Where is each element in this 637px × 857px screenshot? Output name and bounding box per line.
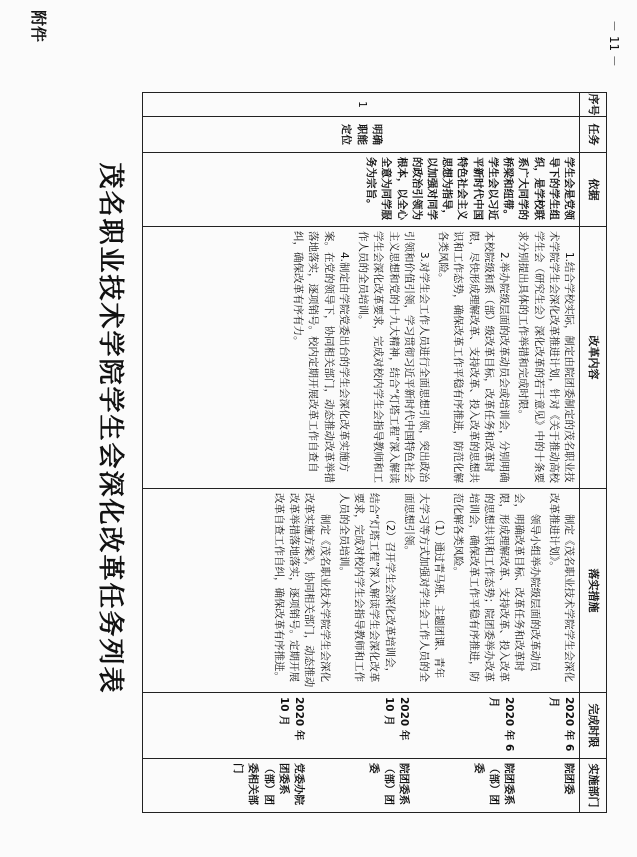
row-number: 1 [143,93,580,117]
measure-item-3b: （2）召开学生会深化改革培训会，结合“灯塔工程”深入解读学生会深化改革要求，完成对校内学生会指导教师和工作人员的全员培训。 [337,493,396,683]
basis-text: 学生会是党领导下的学生组织，是学校联系广大同学的桥梁和纽带。学生会以习近平新时代中国特色社会主义思想为指导，以加强对同学的政治引领为根本，以全心全意为同学服务为宗旨。 [143,153,580,227]
dept-2: 院团委系（部）团委 [472,763,515,805]
header-measures: 落实措施 [580,489,607,693]
document-title: 茂名职业技术学院学生会深化改革任务列表 [95,162,125,695]
header-task: 任务 [580,117,607,153]
measure-item-1: 制定《茂名职业技术学院学生会深化改革推进计划》。 [547,493,575,682]
reform-content-cell [143,227,580,489]
task-name: 明确职能定位 [143,117,580,153]
header-basis: 依据 [580,153,607,227]
reform-task-table [142,92,607,812]
deadline-cell [143,693,580,759]
header-dept: 实施部门 [580,759,607,813]
dept-1: 院团委 [563,763,575,795]
deadline-2: 2020 年 6 月 [487,697,515,752]
header-reform: 改革内容 [580,227,607,489]
table-row [143,93,580,813]
table-header-row [580,93,607,813]
header-deadline: 完成时限 [580,693,607,759]
measures-cell [143,489,580,693]
deadline-3: 2020 年 10 月 [382,697,410,741]
deadline-4: 2020 年 10 月 [277,697,305,741]
reform-item-4: 4.制定由学院党委出台的学生会深化改革实施方案。在党的领导下，协同相关部门，动态推动改革举措落地落实，逐项销号。校内定期开展改革工作自查自纠，确保改革有序有力。 [292,231,350,483]
reform-item-3: 3.对学生会工作人员进行全面思想引领，突出政治引领和价值引领，学习贯彻习近平新时代中国特色社会主义思想和党的十九大精神，结合“灯塔工程”深入解读学生会深化改革要求，完成对校内学生会指导教师和工作人员的全员培训。 [357,231,431,484]
measure-item-3a: （1）通过青马班、主题团课、青年大学习等方式加强对学生会工作人员的全面思想引领。 [402,493,446,682]
page-number: － 11 － [607,20,621,67]
deadline-1: 2020 年 6 月 [547,697,575,752]
dept-3: 院团委系（部）团委 [367,763,410,805]
measure-item-4: 制定《茂名职业技术学院学生会深化改革实施方案》，协同相关部门，动态推动改革举措落地落实，逐项销号。定期开展改革自查工作自纠，确保改革有序推进。 [273,493,331,688]
dept-4: 党委办院团委系（部）团委相关部门 [232,763,305,805]
header-no: 序号 [580,93,607,117]
reform-item-1: 1.结合学校实际，制定由院团委制定的茂名职业技术学院学生会深化改革推进计划，针对《关于推动高校学生会（研究生会）深化改革的若干意见》中的十条要求分别提出具体的工作举措和完成时限。 [517,231,575,483]
dept-cell [143,759,580,813]
attachment-label: 附件 [29,10,48,43]
measure-item-2: 领导小组举办院级层面的改革动员会，明确改革目标、改革任务和改革时限，形成理解改革、支持改革、投入改革的思想共识和工作态势；院团委举办改革培训会，确保改革工作平稳有序推进，防范化解各类风险。 [452,493,541,682]
reform-item-2: 2.举办院级层面的改革动员会或培训会，分别明确本校院级和系（部）级改革目标，改革任务和改革时限，尽快形成理解改革、支持改革、投入改革的思想共识和工作态势，确保改革工作平稳有序推进，防范化解各类风险。 [437,231,511,483]
